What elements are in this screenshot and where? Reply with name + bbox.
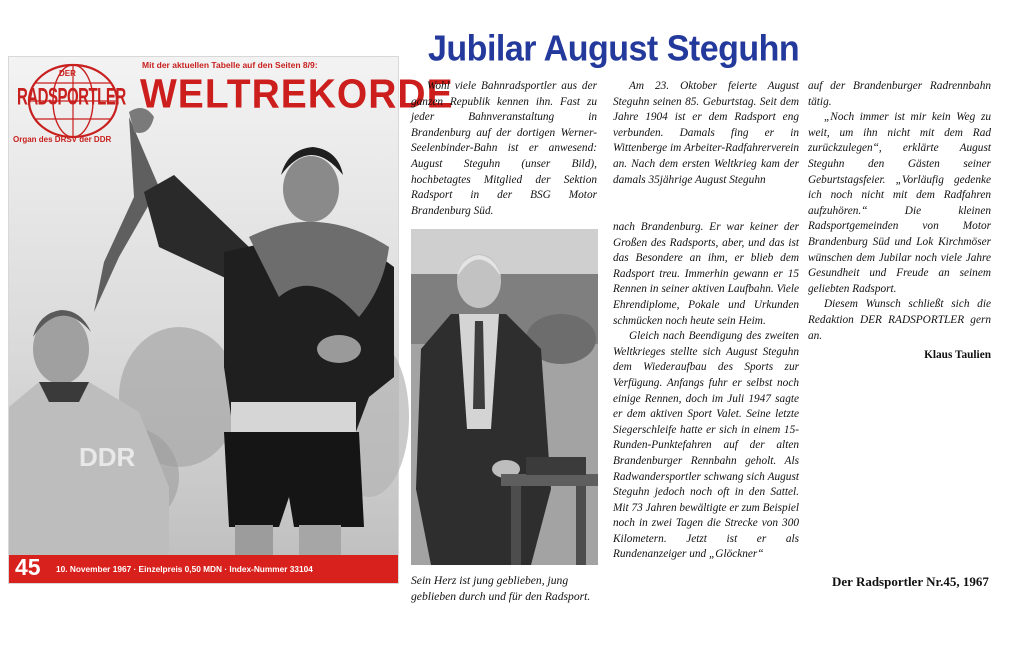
paragraph: auf der Brandenburger Radrennbahn tätig. — [808, 80, 991, 108]
paragraph: Am 23. Oktober feierte August Steguhn seinen 85. Geburtstag. Seit dem Jahre 1904 ist er dem Radsport eng verbunden. Damals fing er in Wittenberge im Arbeiter-Radfahrerverein an. Nach dem ersten Weltkrieg kam der damals 35jährige August Steguhn — [613, 80, 799, 186]
paragraph: Wohl viele Bahnradsportler aus der ganzen Republik kennen ihn. Fast zu jeder Bahnveranstaltung in Brandenburg auf der dortigen Werner-Seelenbinder-Bahn ist er anwesend: August Steguhn (unser Bild), hochbetagtes Mitglied der Sektion Radsport in der BSG Motor Brandenburg Süd. — [411, 80, 597, 217]
magazine-cover — [8, 56, 454, 584]
cover-subtitle: Organ des DRSV der DDR — [13, 135, 112, 144]
paragraph: „Noch immer ist mir kein Weg zu weit, um ihn nicht mit dem Rad zurückzulegen“, erklärte August Steguhn den Gästen seiner Geburtstagsfeier. „Vorläufig gedenke ich noch nicht mit dem Radfahren aufzuhören.“ Die kleinen Radsportgemeinden von Motor Brandenburg Süd und Lok Kirchmöser wünschen dem Jubilar noch viele Jahre Gesundheit und Freude an seinem geliebten Radsport. — [808, 111, 991, 295]
portrait-photo — [411, 229, 598, 565]
cover-bottom-bar — [9, 555, 398, 583]
logo-name: RADSPORTLER — [17, 83, 126, 112]
source-citation: Der Radsportler Nr.45, 1967 — [832, 574, 989, 589]
column-2-top — [613, 79, 799, 188]
photo-caption: Sein Herz ist jung geblieben, jung geblieben durch und für den Radsport. — [411, 574, 591, 603]
logo-der: DER — [59, 69, 76, 78]
shirt-lettering: DDR — [79, 442, 136, 472]
paragraph: Diesem Wunsch schließt sich die Redaktion DER RADSPORTLER gern an. — [808, 298, 991, 342]
portrait-image — [411, 229, 598, 565]
paragraph: Gleich nach Beendigung des zweiten Weltkrieges stellte sich August Steguhn dem Wiederaufbau des Sports zur Verfügung. Anfangs fuhr er selbst noch einige Rennen, doch im Juli 1947 sagte er dem aktiven Sport Valet. Seine letzte Siegerschleife hatte er sich in einem 15-Runden-Punktefahren auf der alten Brandenburger Rennbahn geholt. Als Radwandersportler schwang sich August Steguhn jedoch noch oft in den Sattel. Mit 73 Jahren bewältigte er zum Beispiel noch in zwei Tagen die Strecke von 300 Kilometern. Jetzt ist er als Rundenanzeiger und „Glöckner“ — [613, 330, 799, 561]
author-name: Klaus Taulien — [924, 349, 991, 362]
column-1 — [411, 79, 597, 219]
issue-number: 45 — [15, 554, 41, 580]
column-2-bottom — [613, 220, 799, 563]
magazine-logo — [13, 59, 131, 143]
cover-top-line: Mit der aktuellen Tabelle auf den Seiten 8/9: — [142, 60, 318, 70]
column-3 — [808, 79, 991, 364]
issue-info: 10. November 1967 · Einzelpreis 0,50 MDN · Index-Nummer 33104 — [56, 564, 313, 574]
paragraph: nach Brandenburg. Er war keiner der Großen des Radsports, aber, und das ist das Besondere an ihm, er blieb dem Radsport treu. Immerhin gewann er 15 Rennen in seiner aktiven Laufbahn. Viele Ehrendiplome, Pokale und Urkunden schmücken noch heute sein Heim. — [613, 221, 799, 327]
article-headline: Jubilar August Steguhn — [428, 29, 800, 69]
cover-headline: WELTREKORDE — [140, 71, 454, 118]
